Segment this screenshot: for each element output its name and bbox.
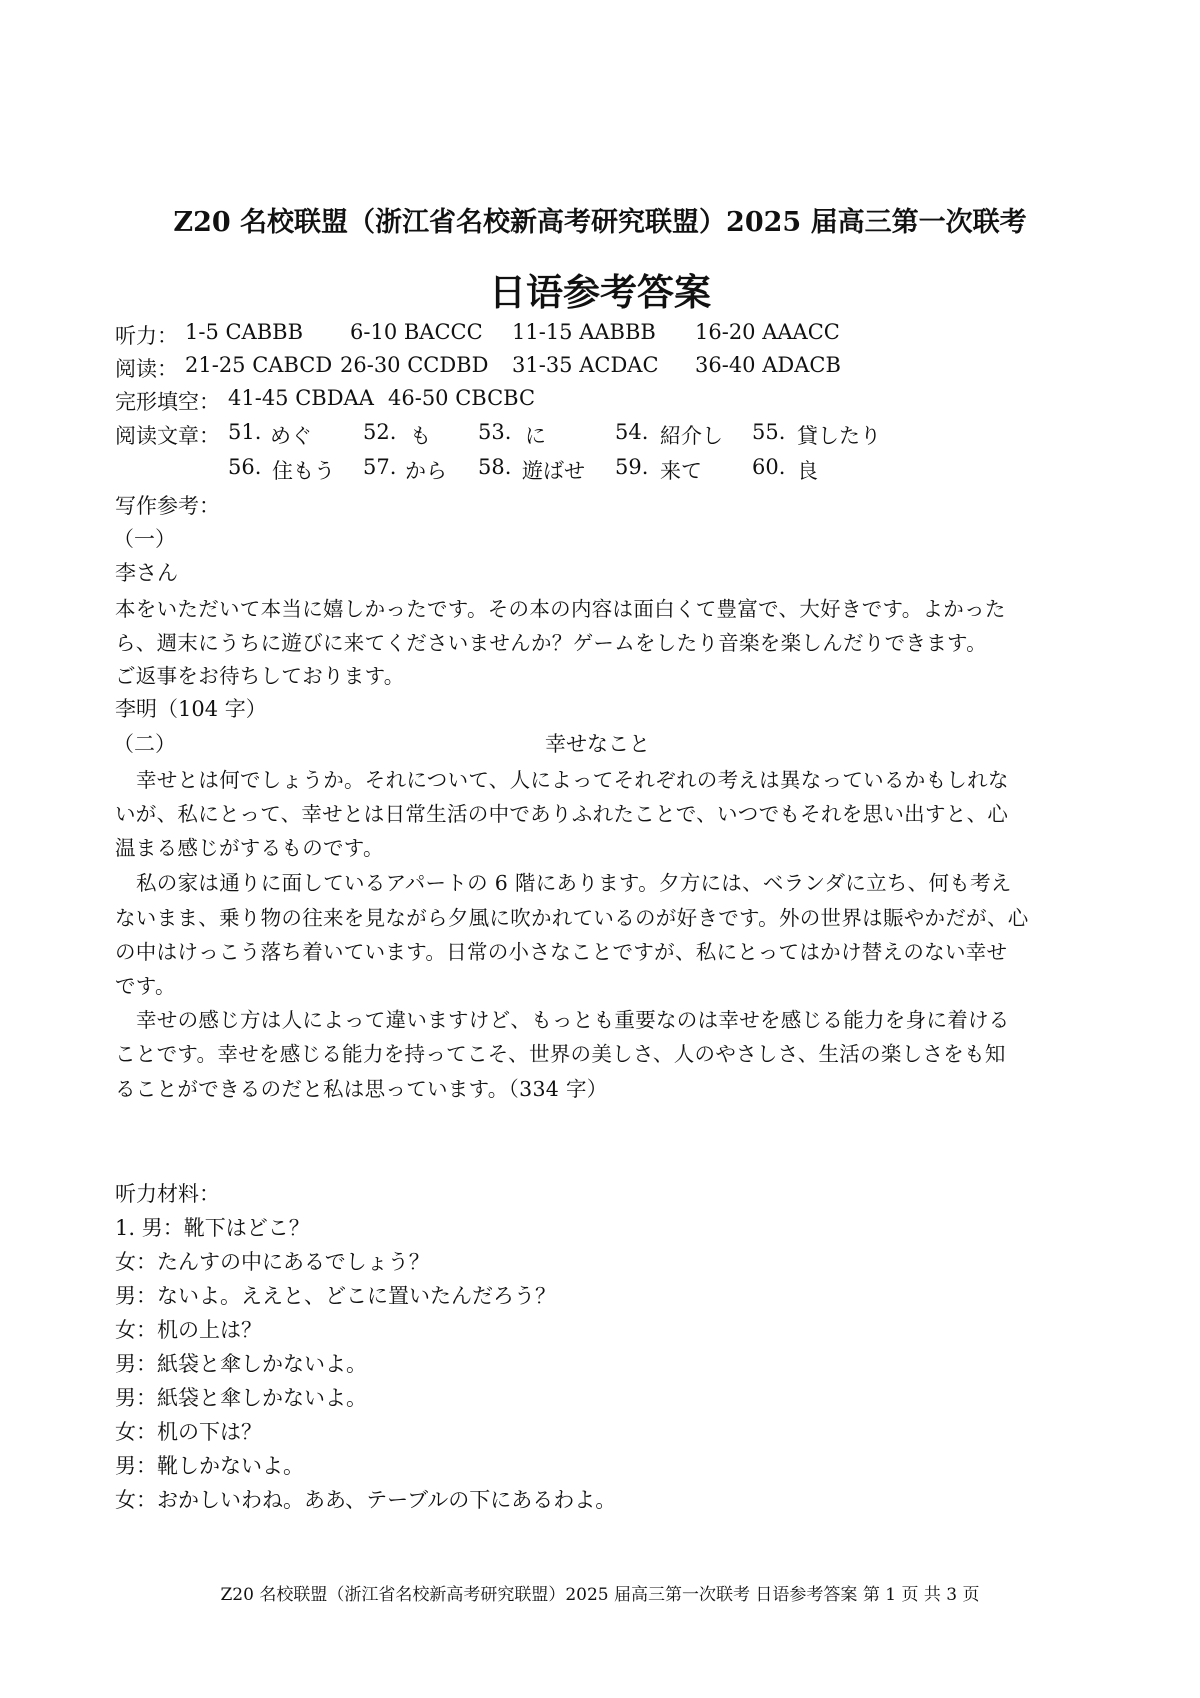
dialogue-line: 男：靴しかないよ。 xyxy=(115,1454,304,1478)
letter-line: ご返事をお待ちしております。 xyxy=(115,664,405,688)
essay-line: ないまま、乗り物の往来を見ながら夕風に吹かれているのが好きです。外の世界は賑やかだが、心 xyxy=(115,906,1029,930)
essay-line: です。 xyxy=(115,974,176,998)
answer-group: 21-25 CABCD xyxy=(185,353,333,377)
answer-number: 57. xyxy=(363,455,397,479)
answer-group: 46-50 CBCBC xyxy=(388,386,536,410)
letter-line: ら、週末にうちに遊びに来てくださいませんか？ゲームをしたり音楽を楽しんだりできます。 xyxy=(115,631,987,655)
answer-text: も xyxy=(410,424,431,448)
answer-text: から xyxy=(405,459,447,483)
dialogue-line: 男：ないよ。ええと、どこに置いたんだろう？ xyxy=(115,1284,556,1308)
answer-number: 55. xyxy=(752,420,786,444)
listening-label: 听力： xyxy=(115,324,178,348)
page-footer: Z20 名校联盟（浙江省名校新高考研究联盟）2025 届高三第一次联考 日语参考答案 第 1 页 共 3 页 xyxy=(220,1585,980,1605)
answer-text: に xyxy=(525,424,546,448)
answer-text: 来て xyxy=(660,459,702,483)
answer-number: 52. xyxy=(363,420,397,444)
answer-group: 1-5 CABBB xyxy=(185,320,304,344)
answer-number: 59. xyxy=(615,455,649,479)
answer-group: 31-35 ACDAC xyxy=(512,353,659,377)
essay-line: ることができるのだと私は思っています。（334 字） xyxy=(115,1077,608,1101)
answer-text: 住もう xyxy=(272,459,335,483)
document-title: Z20 名校联盟（浙江省名校新高考研究联盟）2025 届高三第一次联考 xyxy=(173,207,1027,238)
letter-line: 本をいただいて本当に嬉しかったです。その本の内容は面白くて豊富で、大好きです。よかった xyxy=(115,597,1006,621)
answer-text: 貸したり xyxy=(797,424,881,448)
essay-line: 幸せとは何でしょうか。それについて、人によってそれぞれの考えは異なっているかもしれな xyxy=(136,768,1009,792)
answer-number: 60. xyxy=(752,455,786,479)
reading-label: 阅读： xyxy=(115,357,178,381)
writing-part2-label: （二） xyxy=(113,732,176,756)
dialogue-line: 女：たんすの中にあるでしょう？ xyxy=(115,1250,430,1274)
passage-label: 阅读文章： xyxy=(115,424,220,448)
essay-line: いが、私にとって、幸せとは日常生活の中でありふれたことで、いつでもそれを思い出すと、心 xyxy=(115,802,1009,826)
dialogue-line: 女：机の上は？ xyxy=(115,1318,262,1342)
essay-title: 幸せなこと xyxy=(545,732,650,756)
answer-text: めぐ xyxy=(270,424,312,448)
dialogue-line: 男：紙袋と傘しかないよ。 xyxy=(115,1352,367,1376)
letter-signature: 李明（104 字） xyxy=(115,697,267,721)
answer-text: 紹介し xyxy=(660,424,723,448)
dialogue-line: 女：おかしいわね。ああ、テーブルの下にあるわよ。 xyxy=(115,1488,617,1512)
answer-number: 53. xyxy=(478,420,512,444)
answer-group: 26-30 CCDBD xyxy=(340,353,489,377)
answer-group: 6-10 BACCC xyxy=(350,320,483,344)
answer-group: 11-15 AABBB xyxy=(512,320,656,344)
dialogue-line: 1. 男：靴下はどこ？ xyxy=(115,1216,310,1240)
writing-label: 写作参考： xyxy=(115,494,220,518)
essay-line: 温まる感じがするものです。 xyxy=(115,836,384,860)
essay-line: の中はけっこう落ち着いています。日常の小さなことですが、私にとってはかけ替えのない幸せ xyxy=(115,940,1008,964)
essay-line: 私の家は通りに面しているアパートの 6 階にあります。夕方には、ベランダに立ち、何も考え xyxy=(136,871,1012,895)
dialogue-line: 男：紙袋と傘しかないよ。 xyxy=(115,1386,367,1410)
essay-line: 幸せの感じ方は人によって違いますけど、もっとも重要なのは幸せを感じる能力を身に着ける xyxy=(136,1008,1010,1032)
listening-material-label: 听力材料： xyxy=(115,1182,220,1206)
answer-number: 54. xyxy=(615,420,649,444)
dialogue-line: 女：机の下は？ xyxy=(115,1420,262,1444)
answer-group: 16-20 AAACC xyxy=(695,320,840,344)
answer-group: 41-45 CBDAA xyxy=(228,386,374,410)
answer-text: 遊ばせ xyxy=(522,459,585,483)
writing-part1-label: （一） xyxy=(113,527,176,551)
answer-number: 56. xyxy=(228,455,262,479)
cloze-label: 完形填空： xyxy=(115,390,220,414)
document-subtitle: 日语参考答案 xyxy=(489,271,711,314)
answer-number: 51. xyxy=(228,420,262,444)
essay-line: ことです。幸せを感じる能力を持ってこそ、世界の美しさ、人のやさしさ、生活の楽しさをも知 xyxy=(115,1042,1006,1066)
answer-group: 36-40 ADACB xyxy=(695,353,841,377)
letter-salutation: 李さん xyxy=(115,561,178,585)
answer-text: 良 xyxy=(797,459,818,483)
answer-number: 58. xyxy=(478,455,512,479)
